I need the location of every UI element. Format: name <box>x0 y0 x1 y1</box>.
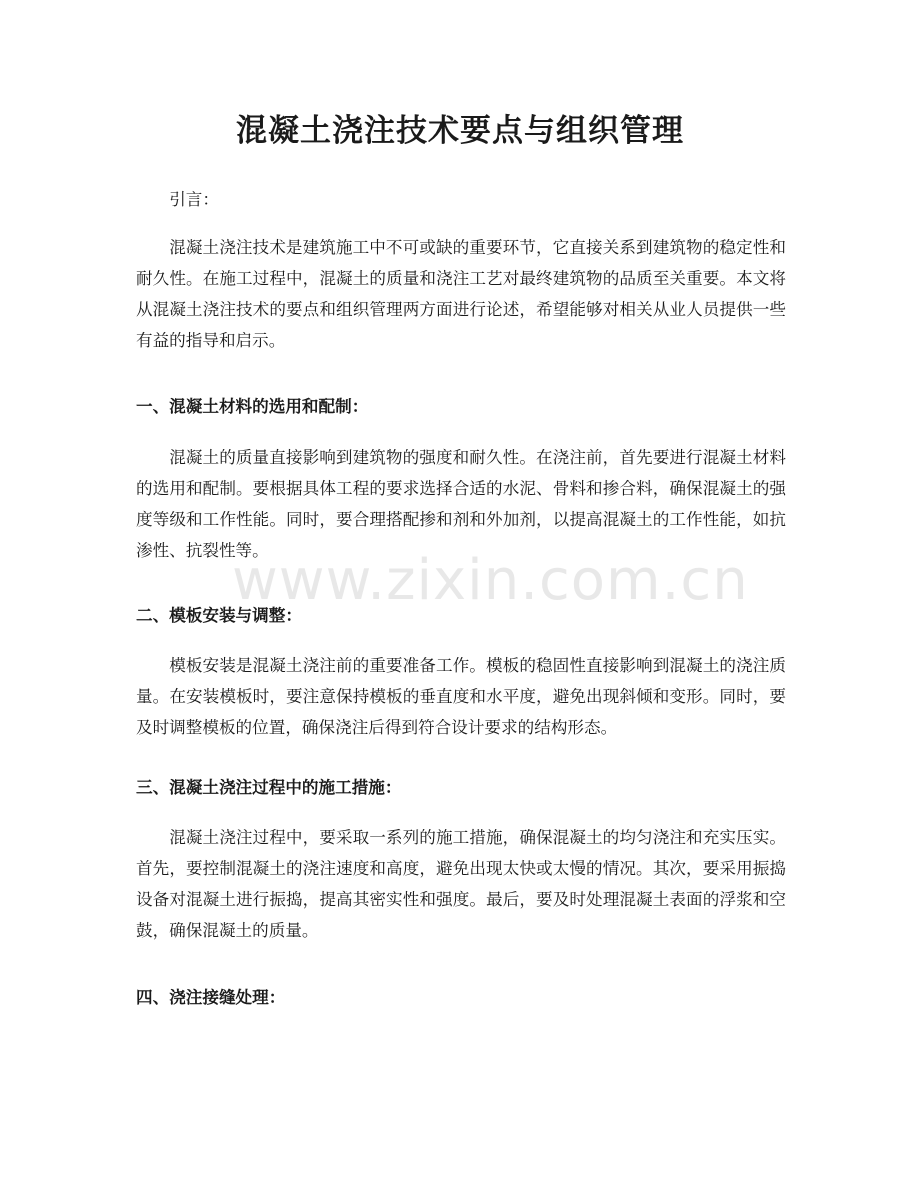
section-heading-4: 四、浇注接缝处理： <box>136 988 286 1007</box>
intro-label: 引言： <box>169 190 219 209</box>
section-paragraph-1: 混凝土的质量直接影响到建筑物的强度和耐久性。在浇注前，首先要进行混凝土材料的选用和配制。要根据具体工程的要求选择合适的水泥、骨料和掺合料，确保混凝土的强度等级和工作性能。同时，要合理搭配掺和剂和外加剂，以提高混凝土的工作性能，如抗渗性、抗裂性等。 <box>136 448 786 560</box>
section-heading-2: 二、模板安装与调整： <box>136 606 302 625</box>
document-title: 混凝土浇注技术要点与组织管理 <box>236 113 684 149</box>
section-heading-3: 三、混凝土浇注过程中的施工措施： <box>136 778 402 797</box>
watermark: www.zixin.com.cn <box>232 548 749 613</box>
section-heading-1: 一、混凝土材料的选用和配制： <box>136 397 369 416</box>
intro-paragraph: 混凝土浇注技术是建筑施工中不可或缺的重要环节，它直接关系到建筑物的稳定性和耐久性。在施工过程中，混凝土的质量和浇注工艺对最终建筑物的品质至关重要。本文将从混凝土浇注技术的要点和组织管理两方面进行论述，希望能够对相关从业人员提供一些有益的指导和启示。 <box>136 238 786 350</box>
section-paragraph-2: 模板安装是混凝土浇注前的重要准备工作。模板的稳固性直接影响到混凝土的浇注质量。在安装模板时，要注意保持模板的垂直度和水平度，避免出现斜倾和变形。同时，要及时调整模板的位置，确保浇注后得到符合设计要求的结构形态。 <box>136 656 786 737</box>
section-paragraph-3: 混凝土浇注过程中，要采取一系列的施工措施，确保混凝土的均匀浇注和充实压实。首先，要控制混凝土的浇注速度和高度，避免出现太快或太慢的情况。其次，要采用振捣设备对混凝土进行振捣，提高其密实性和强度。最后，要及时处理混凝土表面的浮浆和空鼓，确保混凝土的质量。 <box>136 828 786 940</box>
